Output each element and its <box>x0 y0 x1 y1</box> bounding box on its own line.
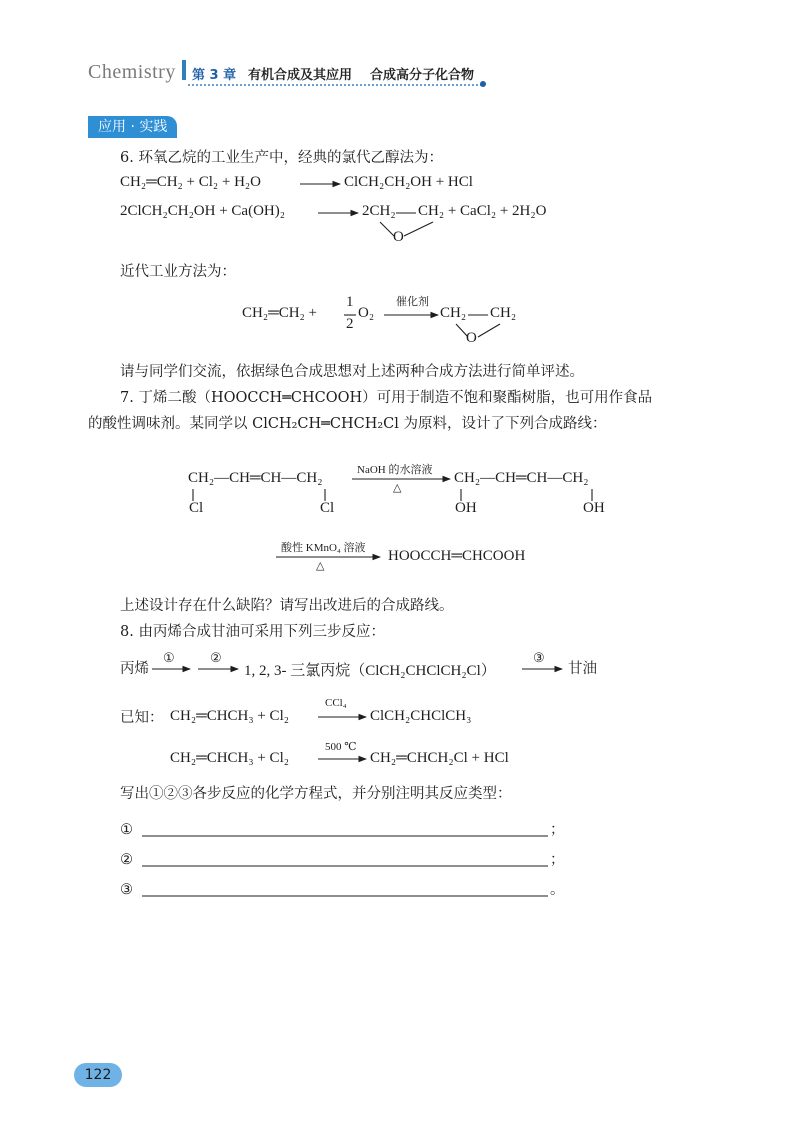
q6-eq2-co-bond-b <box>404 222 433 236</box>
q8-step1: ① <box>163 650 175 665</box>
q8-blank1-number: ① <box>120 822 133 838</box>
q7-intermediate-oh-b: OH <box>583 500 605 516</box>
q6-eq3-half-numerator: 1 <box>346 294 354 310</box>
q8-step2: ② <box>210 650 222 665</box>
q6-eq2-left: 2ClCH₂CH₂OH + Ca(OH)₂ <box>120 203 285 219</box>
q7-step2-heat: △ <box>316 560 325 572</box>
q6-modern-label: 近代工业方法为： <box>120 264 236 280</box>
q7-intermediate-chain: CH₂—CH═CH—CH₂ <box>454 470 589 486</box>
q6-eq3-co-bond-b <box>478 324 500 337</box>
q6-eq2-epoxide-oxygen: O <box>393 229 404 245</box>
section-label: 应用 · 实践 <box>88 116 177 138</box>
q8-known2-condition: 500 ℃ <box>325 741 357 753</box>
header-chapter: 第 3 章 <box>192 68 237 83</box>
q8-start: 丙烯 <box>120 661 149 677</box>
q6-intro: 6. 环氧乙烷的工业生产中，经典的氯代乙醇法为： <box>120 150 443 166</box>
q6-ask: 请与同学们交流，依据绿色合成思想对上述两种合成方法进行简单评述。 <box>120 364 584 380</box>
q8-known1-condition: CCl₄ <box>325 697 347 709</box>
q6-eq1-left: CH₂═CH₂ + Cl₂ + H₂O <box>120 174 261 190</box>
q7-reactant-chain: CH₂—CH═CH—CH₂ <box>188 470 323 486</box>
q8-blank1-end: ； <box>550 822 565 838</box>
q8-intermediate: 1, 2, 3- 三氯丙烷（ClCH₂CHClCH₂Cl） <box>244 663 496 679</box>
q7-final-product: HOOCCH═CHCOOH <box>388 548 526 564</box>
q7-line1: 7. 丁烯二酸（HOOCCH═CHCOOH）可用于制造不饱和聚酯树脂，也可用作食品 <box>120 390 653 406</box>
q6-eq1-right: ClCH₂CH₂OH + HCl <box>344 174 473 190</box>
q7-ask: 上述设计存在什么缺陷？请写出改进后的合成路线。 <box>120 598 454 614</box>
q7-line2: 的酸性调味剂。某同学以 ClCH₂CH═CHCH₂Cl 为原料，设计了下列合成路线： <box>88 416 607 432</box>
q6-eq3-co-bond-a <box>456 324 468 337</box>
q6-eq2-product-a: 2CH₂ <box>362 203 396 219</box>
q6-eq3-catalyst: 催化剂 <box>396 296 429 308</box>
q6-eq3-epoxide-oxygen: O <box>466 330 477 346</box>
q6-eq3-product-b: CH₂ <box>490 305 517 321</box>
q8-known1-right: ClCH₂CHClCH₃ <box>370 708 472 724</box>
q6-eq3-oxygen: O₂ <box>358 305 375 321</box>
q6-eq3-product-a: CH₂ <box>440 305 467 321</box>
q8-blank3-number: ③ <box>120 882 133 898</box>
q8-ask: 写出①②③各步反应的化学方程式，并分别注明其反应类型： <box>120 786 512 802</box>
q6-eq3-half-denominator: 2 <box>346 316 354 332</box>
q8-known2-right: CH₂═CHCH₂Cl + HCl <box>370 750 509 766</box>
q7-step2-condition: 酸性 KMnO₄ 溶液 <box>281 542 366 554</box>
q8-blank2-end: ； <box>550 852 565 868</box>
q7-intermediate-oh-a: OH <box>455 500 477 516</box>
q8-blank3-end: 。 <box>550 882 565 898</box>
page-number: 122 <box>74 1063 122 1087</box>
q8-step3: ③ <box>533 650 545 665</box>
q8-end: 甘油 <box>568 661 597 677</box>
q8-intro: 8. 由丙烯合成甘油可采用下列三步反应： <box>120 624 385 640</box>
q8-known-label: 已知： <box>120 710 164 726</box>
q6-eq2-co-bond-a <box>380 222 394 236</box>
q7-step1-condition: NaOH 的水溶液 <box>357 464 433 476</box>
q7-reactant-cl-b: Cl <box>320 500 335 516</box>
header-section-title: 合成高分子化合物 <box>370 68 475 83</box>
q6-eq3-left: CH₂═CH₂ + <box>242 305 317 321</box>
q8-blank2-number: ② <box>120 852 133 868</box>
q6-eq2-product-b: CH₂ + CaCl₂ + 2H₂O <box>418 203 547 219</box>
q7-reactant-cl-a: Cl <box>189 500 204 516</box>
header-subject: Chemistry <box>88 61 176 83</box>
header-chapter-title: 有机合成及其应用 <box>248 68 353 83</box>
q8-known2-left: CH₂═CHCH₃ + Cl₂ <box>170 750 289 766</box>
q8-known1-left: CH₂═CHCH₃ + Cl₂ <box>170 708 289 724</box>
q7-step1-heat: △ <box>393 482 402 494</box>
